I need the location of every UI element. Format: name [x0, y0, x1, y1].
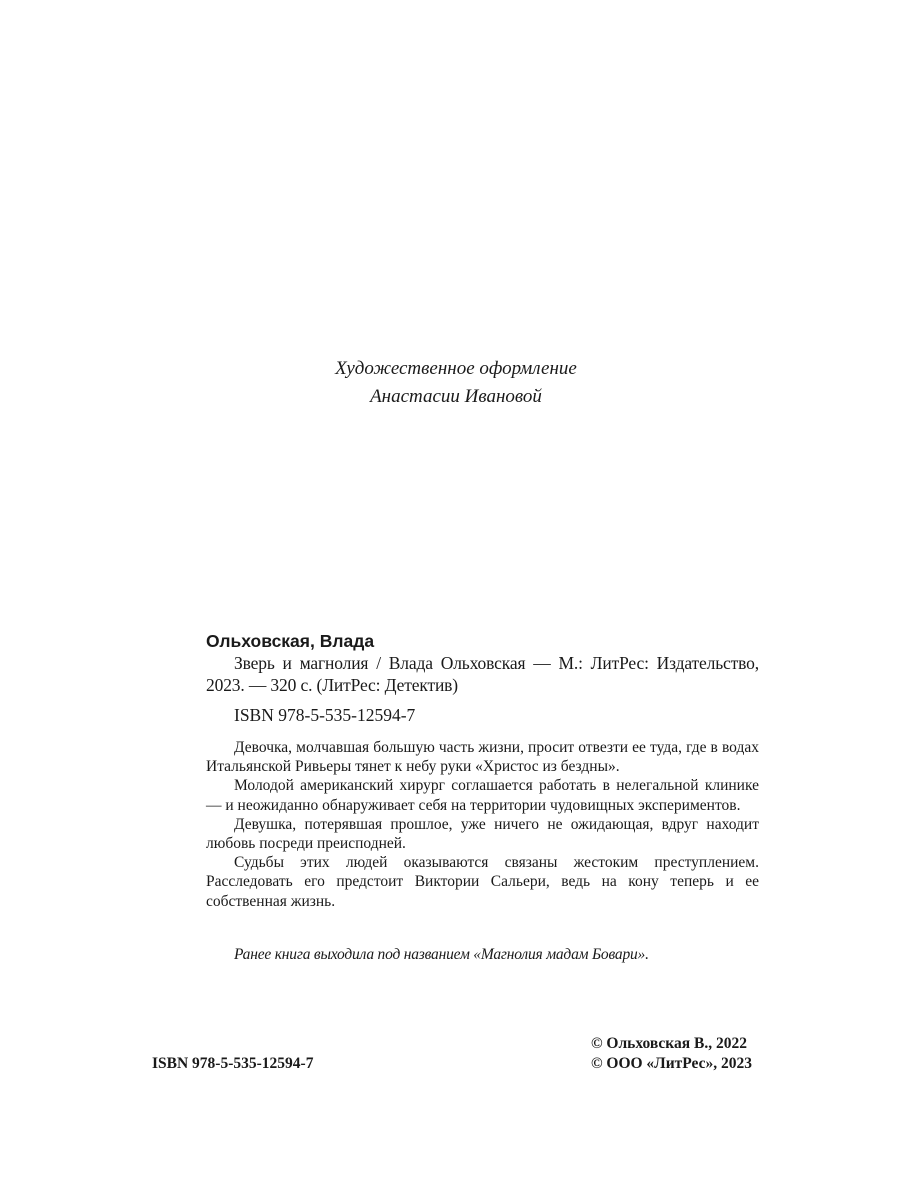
copyright-author: © Ольховская В., 2022 — [590, 1035, 747, 1052]
annotation-paragraph: Девочка, молчавшая большую часть жизни, просит отвезти ее туда, где в водах Итальянской Ривьеры тянет к небу руки «Христос из бездны». — [206, 739, 759, 776]
copyright-block — [591, 1034, 752, 1074]
credits-line-designer: Анастасии Ивановой — [370, 386, 542, 407]
annotation — [206, 738, 759, 911]
annotation-paragraph: Молодой американский хирург соглашается работать в нелегальной клинике — и неожиданно обнаруживает себя на территории чудовищных экспериментов. — [206, 777, 759, 814]
catalog-author: Ольховская, Влада — [206, 631, 375, 651]
credits-line-role: Художественное оформление — [335, 358, 577, 379]
catalog-isbn: ISBN 978-5-535-12594-7 — [234, 705, 416, 725]
footer-isbn: ISBN 978-5-535-12594-7 — [152, 1055, 314, 1072]
design-credits — [0, 355, 900, 411]
annotation-paragraph: Девушка, потерявшая прошлое, уже ничего не ожидающая, вдруг находит любовь посреди преисподней. — [206, 815, 759, 853]
catalog-entry: Зверь и магнолия / Влада Ольховская — М.: ЛитРес: Издательство, 2023. — 320 с. (ЛитРес: Детектив) — [206, 653, 759, 695]
catalog-record — [206, 630, 759, 726]
annotation-paragraph: Судьбы этих людей оказываются связаны жестоким преступлением. Расследовать его предстоит Виктории Сальери, ведь на кону теперь и ее собственная жизнь. — [206, 854, 759, 910]
previous-edition-note: Ранее книга выходила под названием «Магнолия мадам Бовари». — [234, 946, 649, 963]
copyright-publisher: © ООО «ЛитРес», 2023 — [590, 1055, 752, 1072]
